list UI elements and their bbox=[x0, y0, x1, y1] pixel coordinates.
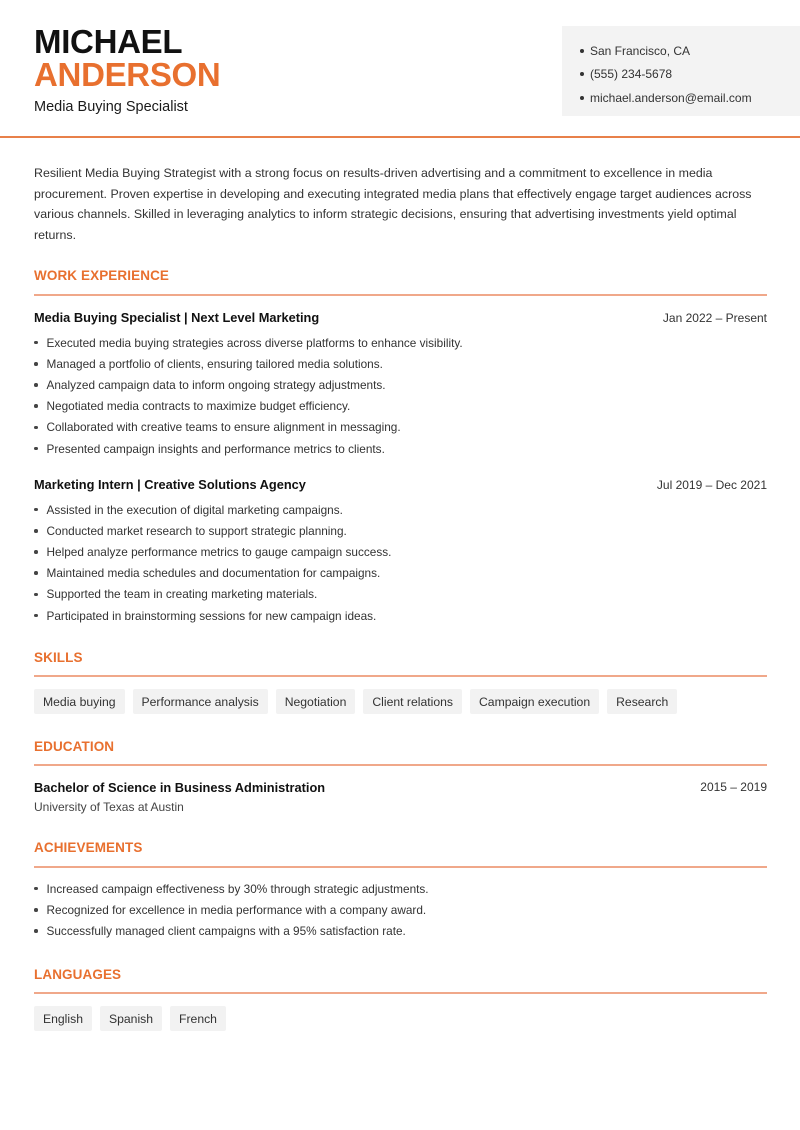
list-item: Analyzed campaign data to inform ongoing strategy adjustments. bbox=[34, 374, 463, 395]
section-divider bbox=[34, 992, 767, 994]
location-text: San Francisco, CA bbox=[590, 43, 691, 58]
list-item: Helped analyze performance metrics to gauge campaign success. bbox=[34, 541, 391, 562]
list-item: Supported the team in creating marketing materials. bbox=[34, 584, 391, 605]
bullet-icon bbox=[34, 383, 38, 387]
section-divider bbox=[34, 675, 767, 677]
job-bullets-1 bbox=[34, 332, 463, 459]
bullet-icon bbox=[580, 49, 584, 53]
skills-list bbox=[34, 689, 677, 714]
job-title: Media Buying Specialist bbox=[34, 99, 188, 115]
section-title-work: WORK EXPERIENCE bbox=[34, 268, 170, 283]
skill-chip: Negotiation bbox=[276, 689, 356, 714]
bullet-icon bbox=[34, 404, 38, 408]
bullet-icon bbox=[34, 571, 38, 575]
degree: Bachelor of Science in Business Administration bbox=[34, 780, 326, 795]
bullet-icon bbox=[34, 529, 38, 533]
bullet-icon bbox=[34, 593, 38, 597]
bullet-icon bbox=[34, 908, 38, 912]
contact-location bbox=[580, 39, 800, 63]
contact-phone bbox=[580, 63, 800, 87]
job-title-1: Media Buying Specialist | Next Level Marketing bbox=[34, 310, 320, 325]
languages-list bbox=[34, 1006, 226, 1031]
list-item: Participated in brainstorming sessions for new campaign ideas. bbox=[34, 605, 391, 626]
section-divider bbox=[34, 866, 767, 868]
list-item: Executed media buying strategies across diverse platforms to enhance visibility. bbox=[34, 332, 463, 353]
list-item: Negotiated media contracts to maximize budget efficiency. bbox=[34, 396, 463, 417]
bullet-icon bbox=[34, 550, 38, 554]
list-item: Managed a portfolio of clients, ensuring tailored media solutions. bbox=[34, 353, 463, 374]
bullet-icon bbox=[34, 929, 38, 933]
list-item: Increased campaign effectiveness by 30% through strategic adjustments. bbox=[34, 878, 429, 899]
list-item: Recognized for excellence in media performance with a company award. bbox=[34, 899, 429, 920]
contact-email bbox=[580, 86, 800, 110]
section-title-education: EDUCATION bbox=[34, 739, 115, 754]
list-item: Maintained media schedules and documentation for campaigns. bbox=[34, 563, 391, 584]
language-chip: Spanish bbox=[100, 1006, 162, 1031]
school-name: University of Texas at Austin bbox=[34, 800, 184, 814]
job-title-2: Marketing Intern | Creative Solutions Agency bbox=[34, 477, 306, 492]
skill-chip: Media buying bbox=[34, 689, 125, 714]
last-name: ANDERSON bbox=[34, 56, 221, 93]
language-chip: French bbox=[170, 1006, 226, 1031]
resume-header bbox=[0, 0, 800, 138]
profile-summary: Resilient Media Buying Strategist with a strong focus on results-driven advertising and a commitment to excellence in media procurement. Proven expertise in developing and executing integrated media plans that effectively engage target audiences across various channels. Skilled in leveraging analytics to inform strategic decisions, ensuring that advertising investments yield optimal returns. bbox=[34, 166, 752, 242]
job-bullets-2 bbox=[34, 499, 391, 626]
education-dates: 2015 – 2019 bbox=[700, 780, 767, 794]
list-item: Successfully managed client campaigns with a 95% satisfaction rate. bbox=[34, 920, 429, 941]
bullet-icon bbox=[34, 447, 38, 451]
achievements-list bbox=[34, 878, 429, 942]
list-item: Collaborated with creative teams to ensure alignment in messaging. bbox=[34, 417, 463, 438]
bullet-icon bbox=[580, 72, 584, 76]
skill-chip: Performance analysis bbox=[133, 689, 268, 714]
contact-box bbox=[562, 26, 800, 116]
section-title-skills: SKILLS bbox=[34, 650, 83, 665]
list-item: Assisted in the execution of digital marketing campaigns. bbox=[34, 499, 391, 520]
job-dates-1: Jan 2022 – Present bbox=[662, 311, 767, 325]
skill-chip: Research bbox=[607, 689, 677, 714]
section-divider bbox=[34, 764, 767, 766]
job-dates-2: Jul 2019 – Dec 2021 bbox=[656, 478, 767, 492]
list-item: Conducted market research to support strategic planning. bbox=[34, 520, 391, 541]
section-title-achievements: ACHIEVEMENTS bbox=[34, 840, 143, 855]
section-title-languages: LANGUAGES bbox=[34, 967, 122, 982]
bullet-icon bbox=[34, 887, 38, 891]
bullet-icon bbox=[34, 341, 38, 345]
first-name: MICHAEL bbox=[34, 23, 183, 60]
skill-chip: Campaign execution bbox=[470, 689, 599, 714]
skill-chip: Client relations bbox=[363, 689, 462, 714]
bullet-icon bbox=[580, 96, 584, 100]
section-divider bbox=[34, 294, 767, 296]
phone-text: (555) 234-5678 bbox=[590, 67, 673, 82]
bullet-icon bbox=[34, 614, 38, 618]
bullet-icon bbox=[34, 508, 38, 512]
email-text: michael.anderson@email.com bbox=[590, 90, 752, 105]
bullet-icon bbox=[34, 426, 38, 430]
bullet-icon bbox=[34, 362, 38, 366]
list-item: Presented campaign insights and performance metrics to clients. bbox=[34, 438, 463, 459]
language-chip: English bbox=[34, 1006, 92, 1031]
